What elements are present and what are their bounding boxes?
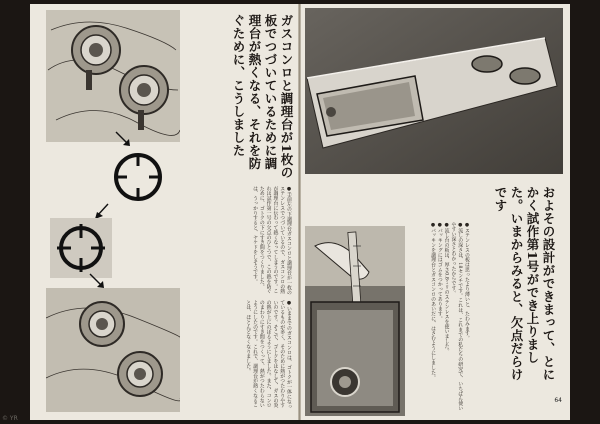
list-item: ●パッキングにはゴムをつかってあります。 <box>436 222 443 322</box>
list-item: ●パッキンを調理台とガスコンロのあいだに、はさむようにしました。 <box>430 222 437 380</box>
page-number: 64 <box>554 397 562 404</box>
sink-depth-photo <box>305 226 405 416</box>
grate-photo-2 <box>50 218 112 278</box>
left-page <box>30 4 299 420</box>
grate-photo-1 <box>108 148 168 206</box>
sink-prototype-photo <box>305 8 563 174</box>
list-item: ●流し台の板は、厚さ0.8ミリのステンレスを使いました。 <box>443 222 450 354</box>
left-body-lower: ●いままでのガスコンロは、ゴトクが一体になっているものが多く、そのために熱がつたわりやすいのです。そこで、ゴトクをはなして、ガスの炎の熱が上にのぼるようにしました。また、コンロのまわりにすき間をつくって、熱がつたわらないようにしたのです。これで、調理台が熱くなることは、ほとんどなくなりました。 <box>245 300 292 409</box>
watermark-logo: © YR <box>2 415 18 422</box>
list-item: ●流しの深さは、18センチです。これは、これまでの私たちの研究で、いちばん使いやすい深さとわかったからです。 <box>450 222 464 411</box>
list-item: ●ステンレスの板は思ったより薄いと、たわみます。 <box>464 222 470 341</box>
right-headline: およその設計ができまって、とにかく試作第1号ができ上りました。いまからみると、欠点だらけです <box>493 186 556 381</box>
left-headline: ガスコンロと調理台が1枚の板でつづいているために調理台が熱くなる、それを防ぐために、こうしました <box>231 14 294 180</box>
arrow-down-icon <box>114 130 134 150</box>
right-bullet-list <box>414 222 470 412</box>
left-body-upper: ●手前左の下調理台ガスコンロと調理台が一枚のステンレスでつづいているので、ガスコンロの熱が調理台に伝わって熱くなってしまうのです。これは試作第一号の欠点のひとつで、この熱を防ぐために、ゴトクの下にすき間をつくりました。は、うっかりすると、ヤケドをしそうです。 <box>252 186 292 295</box>
right-page <box>300 4 570 420</box>
stove-bottom-photo <box>46 288 180 412</box>
stove-top-photo <box>46 10 180 142</box>
